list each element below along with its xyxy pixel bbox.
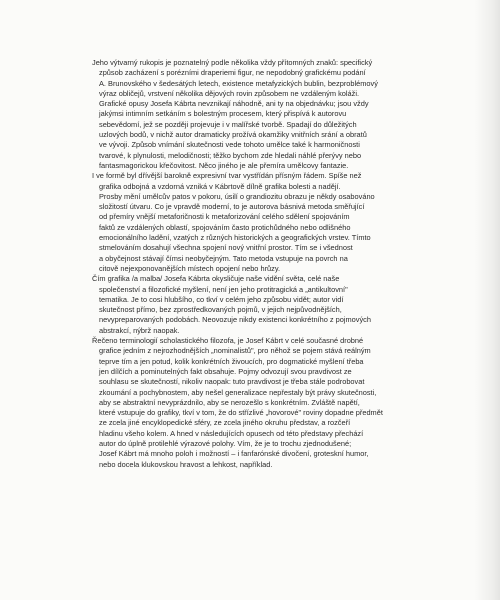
- text-line: aby se abstraktní nevyprázdnilo, aby se nerozešlo s konkrétním. Zvláště napětí,: [99, 397, 360, 407]
- text-line: Prosby mění umělcův patos v pokoru, úsilí o grandiozitu obrazu je někdy osabováno: [99, 191, 375, 201]
- text-line: zkoumání a pochybnostem, aby nešel generalizace nepřestaly být právy skutečnosti,: [99, 387, 377, 397]
- text-line: fantasmagorickou křečovitost. Něco jiného je ale přemíra umělcovy fantazie.: [99, 160, 349, 170]
- text-line: tvarové, k plynulosti, melodičnosti; těžko bychom zde hledali náhlé přerývy nebo: [99, 150, 362, 160]
- text-line: stmelováním dosahují všechna spojení nový vnitřní prostor. Tím se i všednost: [99, 243, 353, 253]
- text-line: jakýmsi intimním setkáním s bolestným procesem, který přispívá k autorovu: [99, 109, 347, 119]
- text-line: ze zcela jiné encyklopedické sféry, ze zcela jiného okruhu představ, a rozčeří: [99, 418, 351, 428]
- text-body: [92, 58, 412, 470]
- text-line: tematika. Je to cosi hlubšího, co tkví v celém jeho způsobu vidět; autor vidí: [99, 294, 344, 304]
- paragraph: [92, 336, 412, 470]
- text-line: faktů ze vzdálených oblastí, spojováním často protichůdného nebo odlišného: [99, 222, 351, 232]
- text-line: grafice jedním z nejrozhodnějších „nominalistů", pro něhož se pojem stává reálným: [99, 346, 371, 356]
- text-line: ve vývoji. Způsob vnímání skutečnosti vede tohoto umělce také k harmoničnosti: [99, 140, 360, 150]
- text-line: nevypreparovaných podobách. Neovozuje nikdy existenci konkrétního z pojmových: [99, 315, 371, 325]
- text-line: Jeho výtvarný rukopis je poznatelný podle několika vždy přítomných znaků: specifický: [92, 58, 373, 67]
- text-line: které vstupuje do grafiky, tkví v tom, že do střízlivé „hovorové" roviny dopadne předmět: [99, 408, 383, 418]
- paragraph: [92, 58, 412, 171]
- text-line: uzlových bodů, v nichž autor dramaticky prožívá okamžiky vnitřních srání a obratů: [99, 130, 367, 140]
- text-line: autor do úplně protilehlé výrazové polohy. Vím, že je to trochu zjednodušené;: [99, 438, 352, 448]
- text-line: abstrakcí, nýbrž naopak.: [99, 325, 180, 335]
- text-line: výraz obličejů, vrstvení několika dějových rovin způsobem ne vzdáleným koláži.: [99, 88, 360, 98]
- text-line: společenství a filozofické myšlení, není jen jeho protitragická a „antikultovní": [99, 284, 348, 294]
- text-line: a obyčejnost stávají čímsi neobyčejným. Tato metoda vstupuje na povrch na: [99, 253, 348, 263]
- text-line: nebo docela klukovskou hravost a lehkost, například.: [99, 459, 273, 469]
- text-line: Josef Kábrt má mnoho poloh i možností – i fanfarónské divočení, groteskní humor,: [99, 449, 369, 459]
- text-line: složitostí útvaru. Co je vpravdě moderní, to je autorova básnivá metoda směřující: [99, 202, 365, 212]
- text-line: sebevědomí, jež se později projevuje i v malířské tvorbě. Spadají do důležitých: [99, 119, 357, 129]
- text-line: souhlasu se skutečností, nikoliv naopak: tuto pravdivost je třeba stále podrobovat: [99, 377, 365, 387]
- text-line: Řečeno terminologií scholastického filozofa, je Josef Kábrt v celé současné drobné: [92, 336, 364, 346]
- text-line: způsob zacházení s porézními draperiemi figur, ne nepodobný grafickému podání: [99, 68, 366, 78]
- text-line: Grafické opusy Josefa Kábrta nevznikají náhodně, ani ty na objednávku; jsou vždy: [99, 99, 369, 109]
- paragraph: [92, 274, 412, 336]
- text-line: citově nejexponovanějších místech opojení nebo hrůzy.: [99, 263, 281, 273]
- text-line: emocionálního ladění, vzatých z různých historických a geografických vrstev. Tímto: [99, 233, 371, 243]
- text-line: teprve tím a jen potud, kolik konkrétních živoucích, pro dogmatické myšlení třeba: [99, 356, 364, 366]
- text-line: I ve formě byl dřívější barokně expresivní tvar vystřídán přísným řádem. Spíše než: [92, 171, 362, 181]
- text-line: Čím grafika /a malba/ Josefa Kábrta okysličuje naše vidění světa, celé naše: [92, 274, 340, 284]
- paragraph: [92, 171, 412, 274]
- text-line: grafika odbojná a vzdorná vzniká v Kábrtově dílně grafika bolesti a nadějí.: [99, 181, 341, 191]
- text-line: A. Brunovského v šedesátých letech, existence metafyzických bublin, bezproblémový: [99, 78, 378, 88]
- text-line: hladinu všeho kolem. A hned v následujících opusech od této představy přechází: [99, 428, 364, 438]
- text-line: od přemíry vnější metaforičnosti k metaforizování celého sdělení spojováním: [99, 212, 350, 222]
- text-line: jen dílčích a pominutelných fakt obsahuje. Pojmy odvozují svou pravdivost ze: [99, 366, 352, 376]
- text-line: skutečnost přímo, bez zprostředkovaných pojmů, v jejich nejpůvodnějších,: [99, 305, 342, 315]
